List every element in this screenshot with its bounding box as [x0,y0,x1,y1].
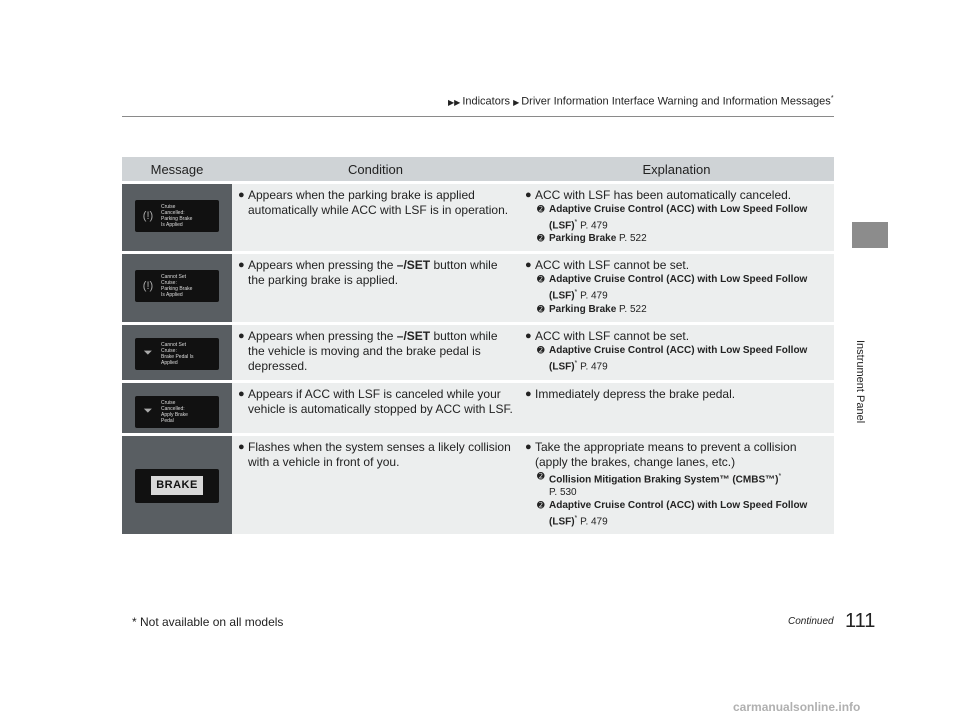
table-row [122,325,834,380]
footnote: * Not available on all models [132,615,284,629]
cross-reference-link[interactable]: ➋ Parking Brake P. 522 [537,303,647,315]
double-arrow-icon: ▶▶ [448,97,461,107]
message-display [135,200,219,232]
breadcrumb-footnote-mark: * [830,95,834,102]
continued-label: Continued [788,616,834,627]
message-display-cell [122,325,232,380]
condition-text: Flashes when the system senses a likely collision with a vehicle in front of you. [248,439,511,469]
breadcrumb-messages[interactable]: Driver Information Interface Warning and Information Messages [521,95,831,108]
bullet-icon: ● [525,440,532,453]
condition-text: Appears when pressing the –/SET button while the parking brake is applied. [248,258,498,288]
message-display-cell [122,254,232,321]
condition-text: Appears when pressing the –/SET button while the vehicle is moving and the brake pedal is depressed. [248,328,498,373]
condition-cell [232,436,519,535]
column-header-condition: Condition [232,157,519,181]
cross-reference-link[interactable]: ➋ Adaptive Cruise Control (ACC) with Low Speed Follow (LSF)* P. 479 [537,204,808,232]
display-text: Cruise Cancelled: Parking Brake Is Applied [161,204,193,228]
section-label: Instrument Panel [854,340,866,424]
cross-reference-link[interactable]: ➋ Adaptive Cruise Control (ACC) with Low Speed Follow (LSF)* P. 479 [537,499,808,528]
bullet-icon: ● [238,329,245,342]
bullet-icon: ● [525,259,532,272]
reference-arrow-icon: ➋ [537,499,545,510]
display-text: Cruise Cancelled: Apply Brake Pedal [161,399,188,424]
explanation-cell [519,254,834,321]
condition-text: Appears when the parking brake is applied automatically while ACC with LSF is in operation. [248,188,509,217]
message-display-cell [122,184,232,251]
message-display [135,270,219,302]
explanation-text: ACC with LSF cannot be set. [535,258,690,273]
bullet-icon: ● [238,440,245,453]
condition-cell [232,184,519,251]
cross-reference-link[interactable]: ➋ Collision Mitigation Braking System™ (CMBS™)* P. 530 [537,470,782,498]
bullet-icon: ● [238,387,245,400]
display-text: Cannot Set Cruise: Parking Brake Is Applied [161,274,193,299]
bullet-icon: ● [525,189,532,201]
explanation-text: Take the appropriate means to prevent a collision (apply the brakes, change lanes, etc.) [535,439,797,469]
condition-cell [232,325,519,380]
cross-reference-link[interactable]: ➋ Adaptive Cruise Control (ACC) with Low Speed Follow (LSF)* P. 479 [537,344,808,372]
condition-cell [232,383,519,433]
message-display-cell [122,383,232,433]
explanation-cell [519,325,834,380]
column-header-explanation: Explanation [519,157,834,181]
reference-arrow-icon: ➋ [537,344,545,355]
bullet-icon: ● [238,189,245,201]
cross-reference-link[interactable]: ➋ Parking Brake P. 522 [537,233,647,245]
brake-pedal-icon: ⏷ [143,347,153,360]
bullet-icon: ● [525,329,532,342]
condition-text: Appears if ACC with LSF is canceled while your vehicle is automatically stopped by ACC with LSF. [248,386,513,416]
table-row [122,383,834,433]
reference-arrow-icon: ➋ [537,470,545,481]
bullet-icon: ● [238,259,245,272]
brake-warning-display [135,469,219,503]
bullet-icon: ● [525,387,532,400]
reference-arrow-icon: ➋ [537,274,545,285]
watermark: carmanualsonline.info [733,700,861,714]
table-row [122,184,834,251]
reference-arrow-icon: ➋ [537,204,545,214]
table-row [122,254,834,321]
parking-brake-icon: (!) [142,209,154,222]
header-divider [122,116,834,117]
explanation-cell [519,436,834,535]
breadcrumb [448,95,834,108]
condition-cell [232,254,519,321]
explanation-text: ACC with LSF cannot be set. [535,328,690,343]
parking-brake-icon: (!) [142,279,154,292]
set-button-label: –/SET [396,328,431,343]
section-tab [852,222,888,248]
reference-arrow-icon: ➋ [537,233,545,244]
message-display [135,338,219,370]
brake-warning-label: BRAKE [151,476,203,495]
brake-pedal-icon: ⏷ [143,405,153,418]
message-display [135,396,219,428]
explanation-cell [519,383,834,433]
explanation-text: ACC with LSF has been automatically canceled. [535,188,792,202]
explanation-cell [519,184,834,251]
explanation-text: Immediately depress the brake pedal. [535,386,736,401]
arrow-icon: ▶ [513,97,520,107]
set-button-label: –/SET [396,258,431,273]
message-display-cell [122,436,232,535]
table-row [122,436,834,535]
column-header-message: Message [122,157,232,181]
page-number: 111 [845,610,876,632]
reference-arrow-icon: ➋ [537,303,545,314]
display-text: Cannot Set Cruise: Brake Pedal Is Applied [161,341,194,366]
breadcrumb-indicators[interactable]: Indicators [462,95,511,108]
cross-reference-link[interactable]: ➋ Adaptive Cruise Control (ACC) with Low Speed Follow (LSF)* P. 479 [537,274,808,302]
message-table [122,154,834,537]
